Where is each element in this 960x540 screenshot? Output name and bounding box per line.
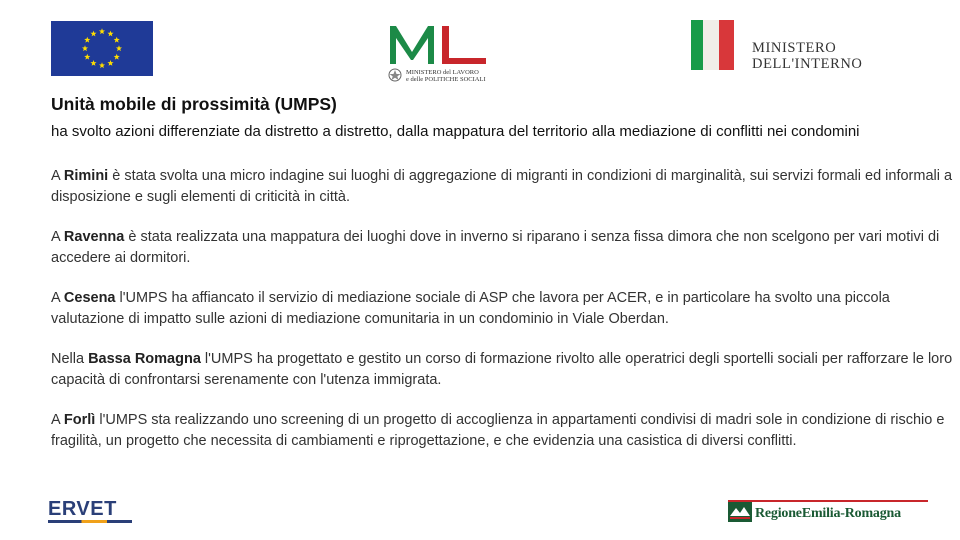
eu-star	[82, 45, 88, 51]
ml-caption-line1: MINISTERO del LAVORO	[406, 69, 479, 76]
paragraph-ravenna	[51, 227, 956, 268]
paragraph-text: è stata svolta una micro indagine sui luoghi di aggregazione di migranti in condizioni di marginalità, sui servizi formali ed informali a disposizione e sugli elementi di criticità in città.	[51, 168, 953, 205]
ml-letters: ML	[386, 20, 388, 21]
flag-stripe-red	[719, 20, 734, 70]
regione-emblem-icon	[728, 502, 752, 522]
ervet-wordmark: ERVET	[48, 498, 117, 520]
place-name: Bassa Romagna	[88, 351, 201, 367]
eu-star	[99, 62, 105, 68]
emblem-icon	[388, 68, 402, 82]
flag-stripe-green	[691, 20, 703, 70]
place-name: Forlì	[63, 412, 96, 428]
regione-name: RegioneEmilia-Romagna	[755, 506, 901, 521]
eu-star	[107, 60, 113, 66]
eu-star	[99, 28, 105, 34]
page-subtitle: ha svolto azioni differenziate da distretto a distretto, dalla mappatura del territorio alla mediazione di conflitti nei condomini	[51, 123, 860, 140]
ml-caption	[406, 69, 492, 83]
flag-stripe-white	[703, 20, 719, 70]
eu-flag-icon	[51, 21, 153, 76]
eu-star	[107, 31, 113, 37]
place-name: Cesena	[63, 290, 116, 306]
ministry-interior-name: MINISTERO DELL'INTERNO	[752, 40, 863, 72]
paragraph-prefix: A	[51, 229, 64, 245]
eu-star	[114, 37, 120, 43]
paragraph-rimini	[51, 166, 956, 207]
place-name: Rimini	[63, 168, 109, 184]
ministry-interior-logo	[691, 20, 891, 74]
paragraph-bassa-romagna	[51, 349, 956, 390]
paragraph-text: l'UMPS ha affiancato il servizio di mediazione sociale di ASP che lavora per ACER, e in particolare ha svolto una piccola valutazione di impatto sulle azioni di mediazione comunitaria in un condominio in Viale Oberdan.	[51, 290, 890, 327]
eu-star	[90, 60, 96, 66]
ml-caption-line2: e delle POLITICHE SOCIALI	[406, 76, 486, 83]
paragraph-forli	[51, 410, 956, 451]
paragraph-prefix: A	[51, 412, 64, 428]
eu-stars	[51, 21, 153, 76]
ministry-labour-logo	[386, 20, 490, 84]
paragraph-prefix: A	[51, 168, 64, 184]
paragraph-cesena	[51, 288, 956, 329]
eu-star	[84, 37, 90, 43]
paragraph-text: è stata realizzata una mappatura dei luoghi dove in inverno si riparano i senza fissa dimora che non scelgono per vari motivi di accedere ai dormitori.	[51, 229, 940, 266]
eu-star	[90, 31, 96, 37]
eu-star	[116, 45, 122, 51]
ervet-logo	[48, 498, 132, 528]
ervet-underline	[48, 520, 132, 523]
place-name: Ravenna	[63, 229, 125, 245]
paragraph-prefix: Nella	[51, 351, 89, 367]
regione-top-line	[728, 500, 928, 502]
paragraph-prefix: A	[51, 290, 64, 306]
eu-star	[84, 54, 90, 60]
paragraph-text: l'UMPS sta realizzando uno screening di un progetto di accoglienza in appartamenti condivisi di madri sole in condizione di rischio e fragilità, un progetto che necessita di cambiamenti e riprogettazione, e che evidenzia una casistica di diversi conflitti.	[51, 412, 945, 449]
ml-monogram	[386, 20, 490, 68]
page-title: Unità mobile di prossimità (UMPS)	[51, 94, 337, 114]
regione-emilia-romagna-logo	[728, 500, 928, 526]
eu-star	[114, 54, 120, 60]
paragraph-text: l'UMPS ha progettato e gestito un corso di formazione rivolto alle operatrici degli sportelli sociali per rafforzare le loro capacità di confrontarsi serenamente con l'utenza immigrata.	[51, 351, 953, 388]
